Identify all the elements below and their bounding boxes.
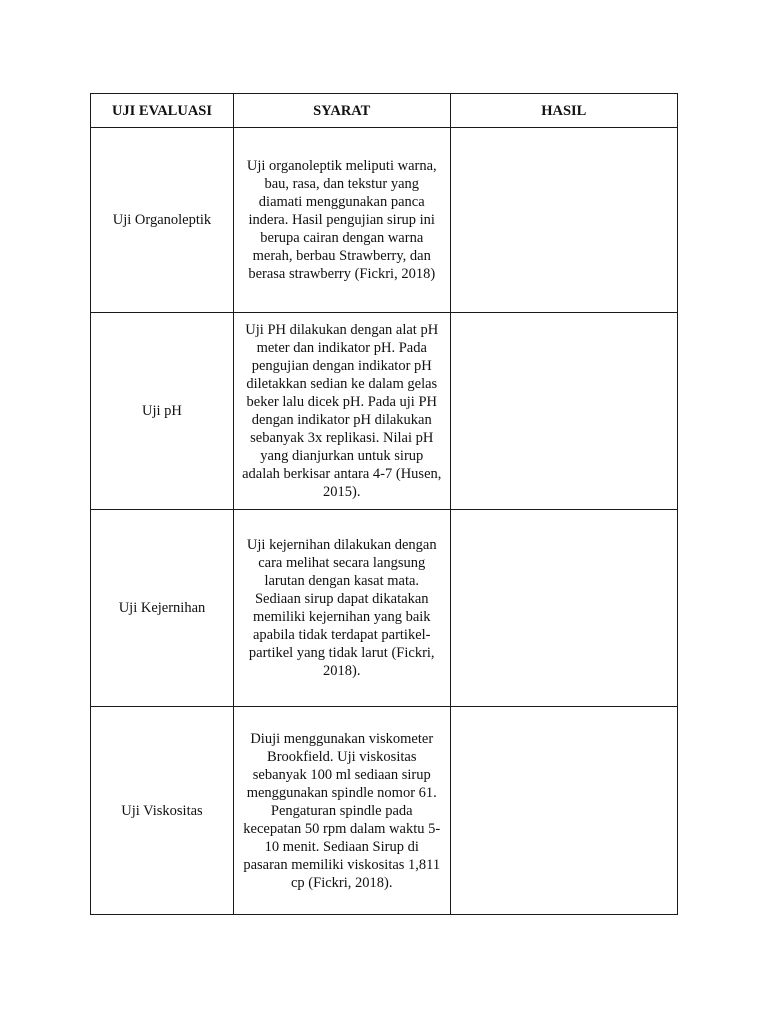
table-header-row [91, 94, 678, 128]
cell-uji: Uji Organoleptik [91, 128, 234, 313]
header-syarat: SYARAT [233, 94, 450, 128]
cell-uji: Uji Kejernihan [91, 510, 234, 707]
cell-hasil [450, 313, 677, 510]
table-row [91, 510, 678, 707]
cell-uji: Uji Viskositas [91, 707, 234, 915]
header-hasil: HASIL [450, 94, 677, 128]
cell-syarat: Diuji menggunakan viskometer Brookfield. Uji viskositas sebanyak 100 ml sediaan sirup menggunakan spindle nomor 61. Pengaturan spindle pada kecepatan 50 rpm dalam waktu 5-10 menit. Sediaan Sirup di pasaran memiliki viskositas 1,811 cp (Fickri, 2018). [233, 707, 450, 915]
table-row [91, 128, 678, 313]
cell-hasil [450, 707, 677, 915]
header-uji-evaluasi: UJI EVALUASI [91, 94, 234, 128]
table-row [91, 313, 678, 510]
cell-syarat: Uji organoleptik meliputi warna, bau, rasa, dan tekstur yang diamati menggunakan panca indera. Hasil pengujian sirup ini berupa cairan dengan warna merah, berbau Strawberry, dan berasa strawberry (Fickri, 2018) [233, 128, 450, 313]
cell-hasil [450, 128, 677, 313]
cell-syarat: Uji kejernihan dilakukan dengan cara melihat secara langsung larutan dengan kasat mata. Sediaan sirup dapat dikatakan memiliki kejernihan yang baik apabila tidak terdapat partikel-partikel yang tidak larut (Fickri, 2018). [233, 510, 450, 707]
table-row [91, 707, 678, 915]
cell-hasil [450, 510, 677, 707]
evaluation-table [90, 93, 678, 915]
cell-uji: Uji pH [91, 313, 234, 510]
cell-syarat: Uji PH dilakukan dengan alat pH meter dan indikator pH. Pada pengujian dengan indikator pH diletakkan sedian ke dalam gelas beker lalu dicek pH. Pada uji PH dengan indikator pH dilakukan sebanyak 3x replikasi. Nilai pH yang dianjurkan untuk sirup adalah berkisar antara 4-7 (Husen, 2015). [233, 313, 450, 510]
